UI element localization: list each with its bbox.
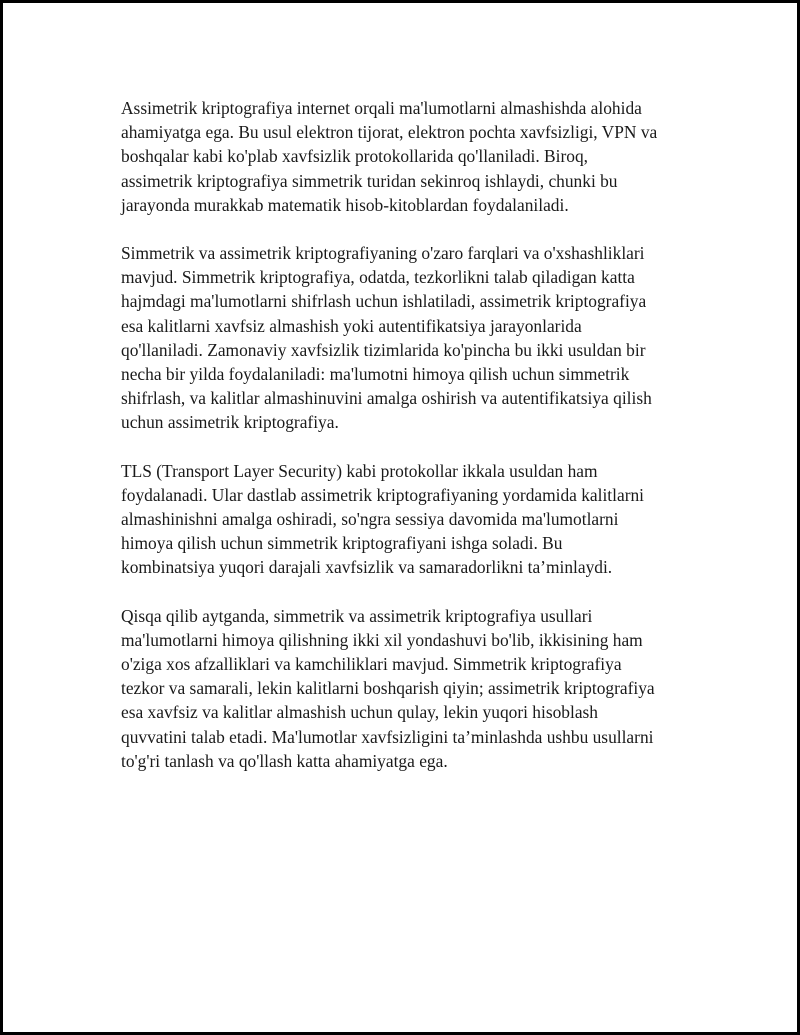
text-line: uchun assimetrik kriptografiya. — [121, 412, 339, 433]
text-line: himoya qilish uchun simmetrik kriptografiyani ishga soladi. Bu — [121, 533, 563, 554]
paragraph-4 — [121, 604, 721, 773]
text-line: ahamiyatga ega. Bu usul elektron tijorat, elektron pochta xavfsizligi, VPN va — [121, 122, 658, 143]
text-line: tezkor va samarali, lekin kalitlarni boshqarish qiyin; assimetrik kriptografiya — [121, 678, 655, 699]
text-line: shifrlash, va kalitlar almashinuvini amalga oshirish va autentifikatsiya qilish — [121, 388, 652, 409]
document-body — [121, 96, 721, 797]
text-line: necha bir yilda foydalaniladi: ma'lumotni himoya qilish uchun simmetrik — [121, 364, 630, 385]
paragraph-2 — [121, 241, 721, 435]
text-line: quvvatini talab etadi. Ma'lumotlar xavfsizligini ta’minlashda ushbu usullarni — [121, 726, 654, 747]
text-line: assimetrik kriptografiya simmetrik turidan sekinroq ishlaydi, chunki bu — [121, 170, 618, 191]
text-line: Qisqa qilib aytganda, simmetrik va assimetrik kriptografiya usullari — [121, 605, 593, 626]
text-line: foydalanadi. Ular dastlab assimetrik kriptografiyaning yordamida kalitlarni — [121, 484, 645, 505]
text-line: Assimetrik kriptografiya internet orqali ma'lumotlarni almashishda alohida — [121, 98, 642, 118]
text-line: o'ziga xos afzalliklari va kamchiliklari mavjud. Simmetrik kriptografiya — [121, 654, 622, 675]
text-line: to'g'ri tanlash va qo'llash katta ahamiyatga ega. — [121, 750, 448, 771]
text-line: esa kalitlarni xavfsiz almashish yoki autentifikatsiya jarayonlarida — [121, 315, 582, 336]
paragraph-3 — [121, 459, 721, 580]
text-line: almashinishni amalga oshiradi, so'ngra sessiya davomida ma'lumotlarni — [121, 509, 619, 530]
text-line: esa xavfsiz va kalitlar almashish uchun qulay, lekin yuqori hisoblash — [121, 702, 599, 723]
paragraph-1 — [121, 96, 721, 217]
text-line: mavjud. Simmetrik kriptografiya, odatda, tezkorlikni talab qiladigan katta — [121, 267, 635, 288]
text-line: ma'lumotlarni himoya qilishning ikki xil yondashuvi bo'lib, ikkisining ham — [121, 629, 643, 650]
text-line: qo'llaniladi. Zamonaviy xavfsizlik tizimlarida ko'pincha bu ikki usuldan bir — [121, 339, 646, 360]
text-line: TLS (Transport Layer Security) kabi protokollar ikkala usuldan ham — [121, 460, 598, 481]
text-line: jarayonda murakkab matematik hisob-kitoblardan foydalaniladi. — [121, 194, 569, 215]
text-line: hajmdagi ma'lumotlarni shifrlash uchun ishlatiladi, assimetrik kriptografiya — [121, 291, 647, 312]
text-line: Simmetrik va assimetrik kriptografiyaning o'zaro farqlari va o'xshashliklari — [121, 243, 645, 264]
text-line: boshqalar kabi ko'plab xavfsizlik protokollarida qo'llaniladi. Biroq, — [121, 146, 589, 167]
text-line: kombinatsiya yuqori darajali xavfsizlik va samaradorlikni ta’minlaydi. — [121, 557, 613, 578]
